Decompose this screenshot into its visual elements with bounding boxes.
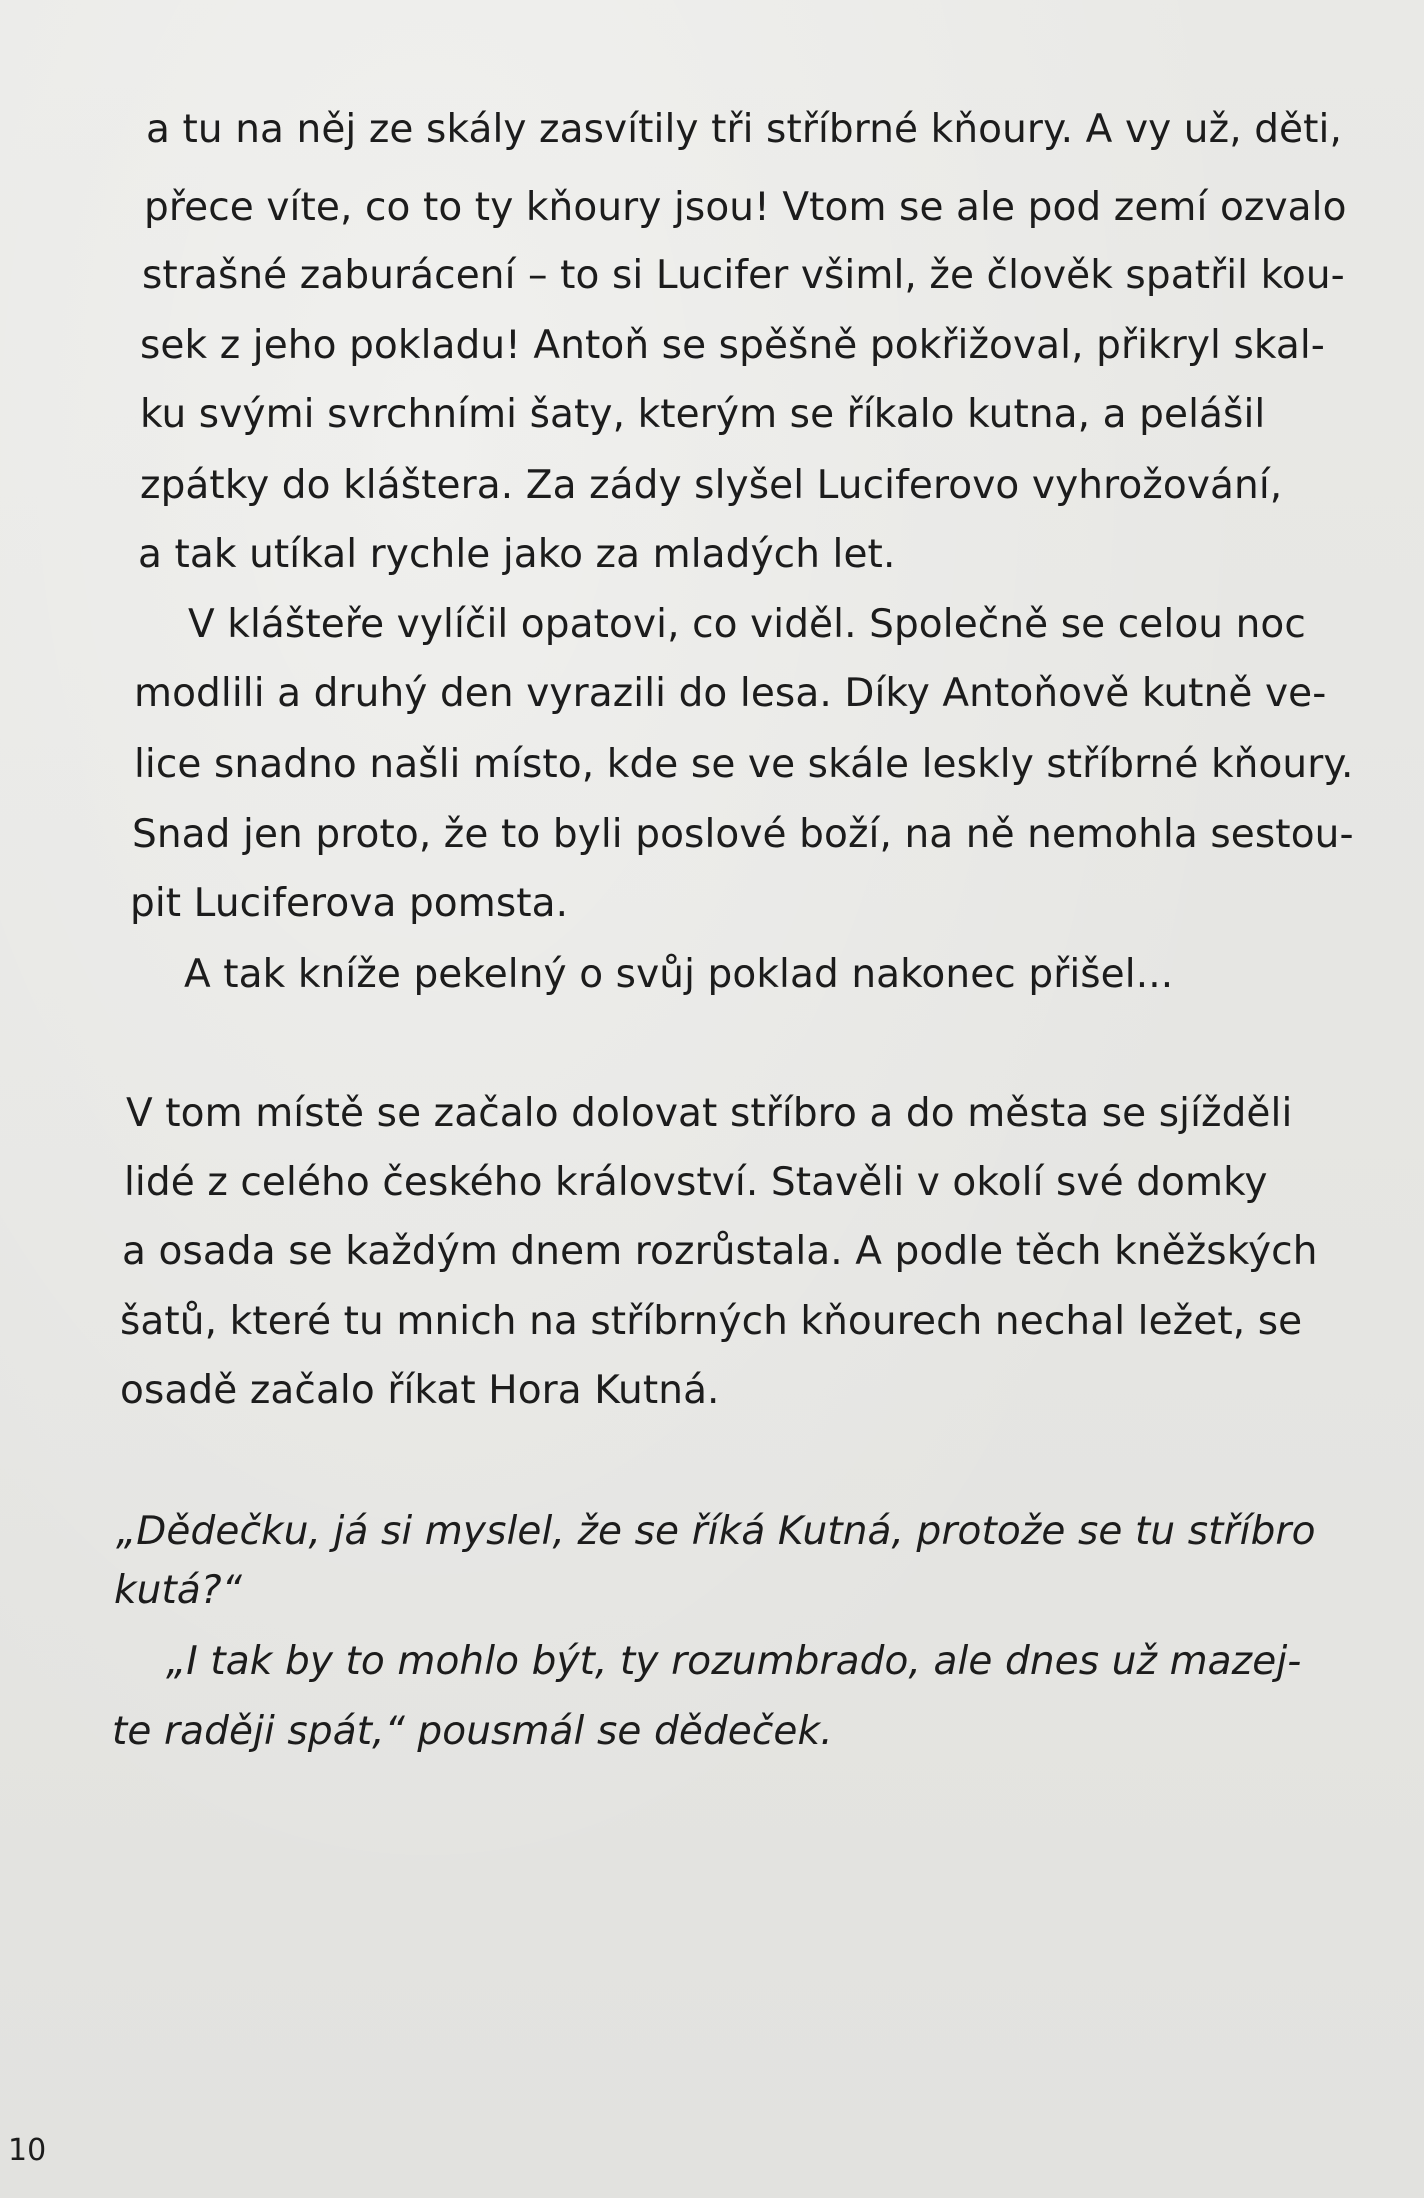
text-line: V klášteře vylíčil opatovi, co viděl. Společně se celou noc (188, 602, 1306, 647)
text-line: pit Luciferova pomsta. (130, 881, 569, 926)
text-line: přece víte, co to ty kňoury jsou! Vtom se ale pod zemí ozvalo (144, 185, 1347, 230)
page-number: 10 (8, 2133, 47, 2168)
text-line: te raději spát,“ pousmál se dědeček. (112, 1709, 833, 1754)
text-line: ku svými svrchními šaty, kterým se říkalo kutna, a pelášil (140, 392, 1266, 437)
text-line: lice snadno našli místo, kde se ve skále leskly stříbrné kňoury. (134, 742, 1354, 787)
text-line: V tom místě se začalo dolovat stříbro a do města se sjížděli (126, 1091, 1293, 1136)
text-line: modlili a druhý den vyrazili do lesa. Díky Antoňově kutně ve- (134, 671, 1327, 716)
text-line: strašné zaburácení – to si Lucifer všiml, že člověk spatřil kou- (142, 253, 1345, 298)
text-line: „I tak by to mohlo být, ty rozumbrado, ale dnes už mazej- (166, 1639, 1302, 1684)
text-line: a tu na něj ze skály zasvítily tři stříbrné kňoury. A vy už, děti, (146, 107, 1342, 152)
text-line: šatů, které tu mnich na stříbrných kňourech nechal ležet, se (120, 1299, 1303, 1344)
text-line: kutá?“ (114, 1568, 242, 1613)
text-line: osadě začalo říkat Hora Kutná. (120, 1368, 720, 1413)
text-line: a osada se každým dnem rozrůstala. A podle těch kněžských (122, 1229, 1318, 1274)
text-line: sek z jeho pokladu! Antoň se spěšně pokřižoval, přikryl skal- (140, 323, 1325, 368)
text-line: A tak kníže pekelný o svůj poklad nakonec přišel... (184, 952, 1174, 997)
text-line: „Dědečku, já si myslel, že se říká Kutná, protože se tu stříbro (116, 1509, 1316, 1554)
text-line: a tak utíkal rychle jako za mladých let. (138, 532, 896, 577)
text-line: Snad jen proto, že to byli poslové boží, na ně nemohla sestou- (132, 812, 1354, 857)
text-line: lidé z celého českého království. Stavěli v okolí své domky (124, 1160, 1268, 1205)
text-line: zpátky do kláštera. Za zády slyšel Luciferovo vyhrožování, (140, 463, 1283, 508)
